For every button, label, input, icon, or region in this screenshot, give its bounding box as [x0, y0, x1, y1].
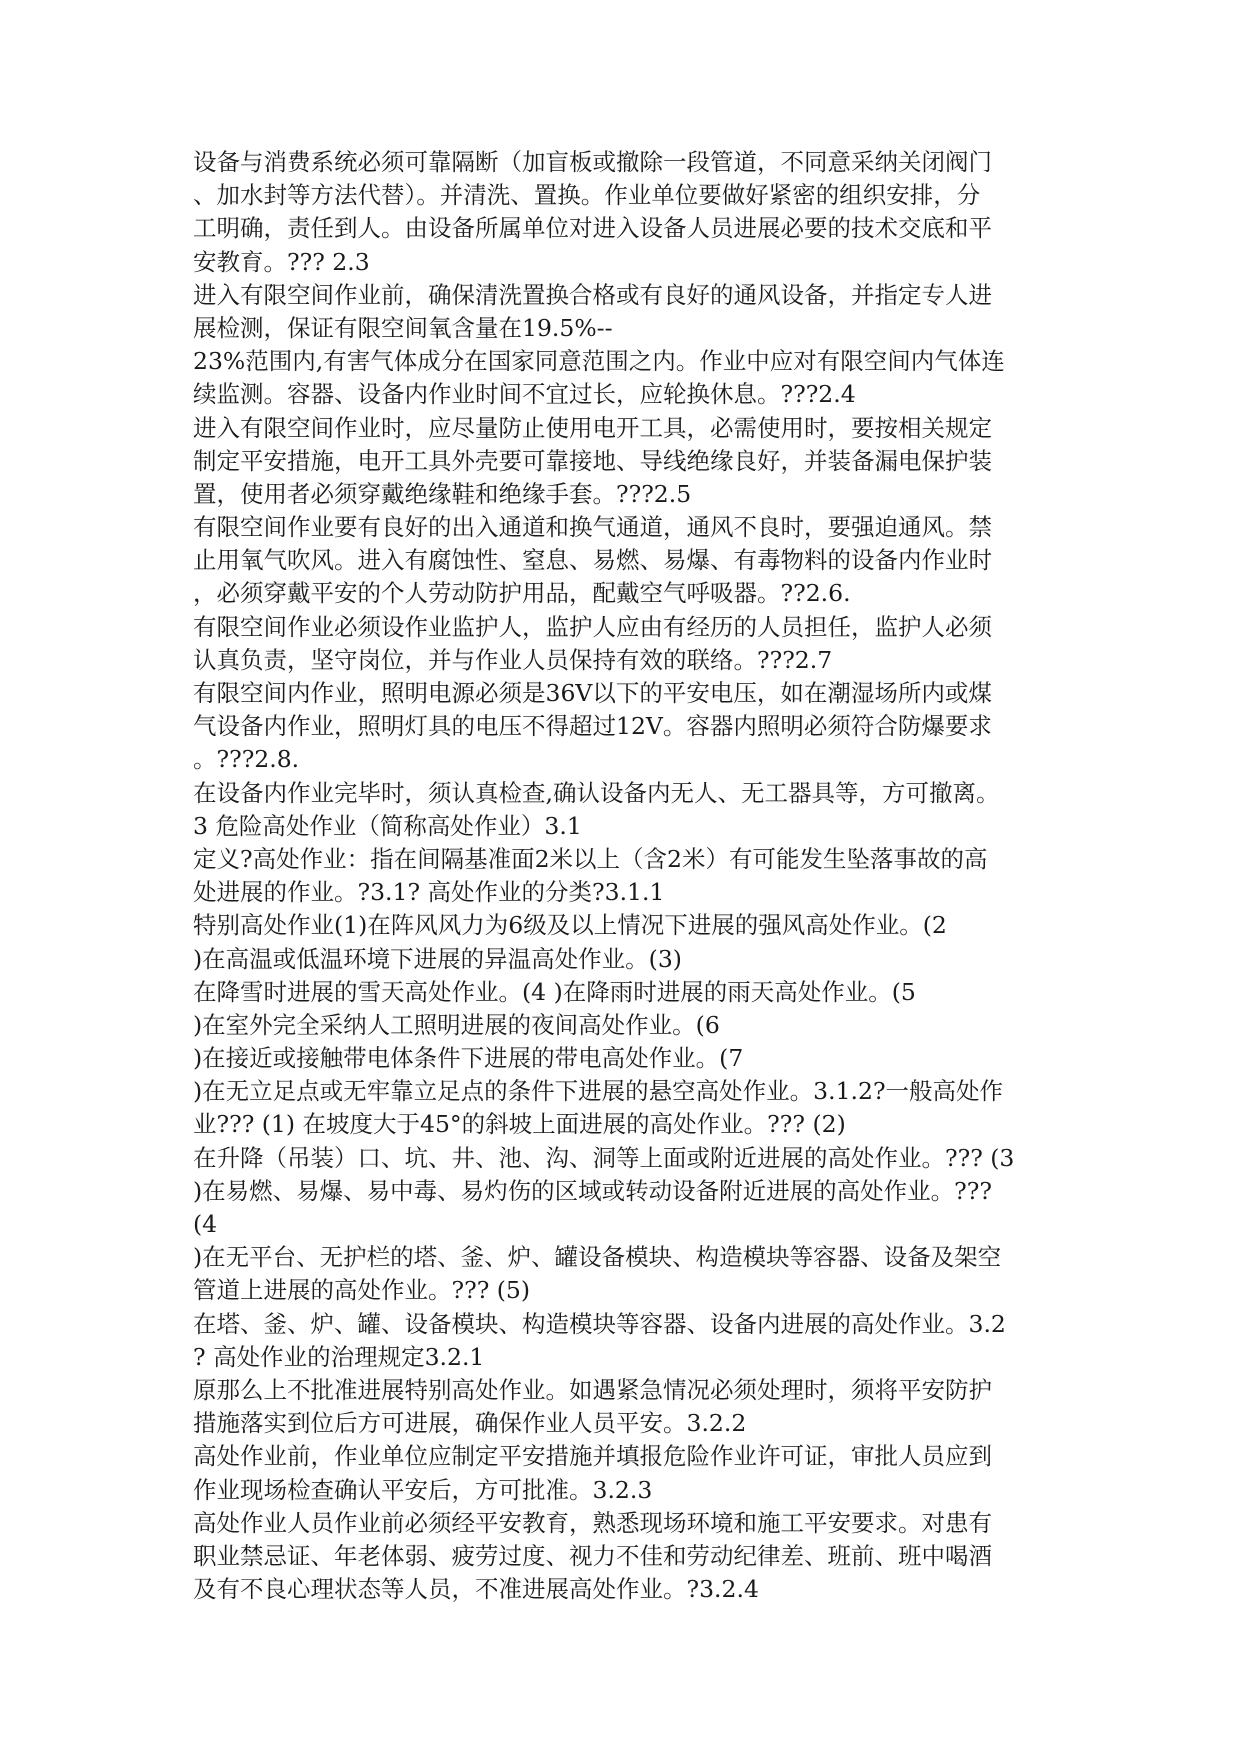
text-line: ? 高处作业的治理规定3.2.1: [193, 1342, 485, 1371]
text-line: 定义?高处作业：指在间隔基准面2米以上（含2米）有可能发生坠落事故的高: [193, 844, 988, 873]
body-text: [193, 146, 1053, 1606]
text-line: 设备与消费系统必须可靠隔断（加盲板或撤除一段管道，不同意采纳关闭阀门: [193, 148, 992, 176]
text-line: 有限空间作业必须设作业监护人，监护人应由有经历的人员担任，监护人必须: [193, 612, 992, 641]
text-line: 工明确，责任到人。由设备所属单位对进入设备人员进展必要的技术交底和平: [193, 214, 992, 243]
text-line: )在易燃、易爆、易中毒、易灼伤的区域或转动设备附近进展的高处作业。???: [193, 1176, 992, 1205]
text-line: 处进展的作业。?3.1? 高处作业的分类?3.1.1: [193, 878, 665, 907]
text-line: 止用氧气吹风。进入有腐蚀性、窒息、易燃、易爆、有毒物料的设备内作业时: [193, 546, 992, 575]
text-line: 进入有限空间作业时，应尽量防止使用电开工具，必需使用时，要按相关规定: [193, 413, 992, 442]
text-line: )在接近或接触带电体条件下进展的带电高处作业。(7: [193, 1044, 744, 1073]
text-line: )在无平台、无护栏的塔、釜、炉、罐设备模块、构造模块等容器、设备及架空: [193, 1243, 1002, 1272]
text-line: 气设备内作业，照明灯具的电压不得超过12V。容器内照明必须符合防爆要求: [193, 712, 992, 741]
text-line: )在室外完全采纳人工照明进展的夜间高处作业。(6: [193, 1010, 720, 1039]
text-line: 业??? (1) 在坡度大于45°的斜坡上面进展的高处作业。??? (2): [193, 1110, 846, 1139]
text-line: 原那么上不批准进展特别高处作业。如遇紧急情况必须处理时，须将平安防护: [193, 1375, 992, 1404]
text-line: ，必须穿戴平安的个人劳动防护用品，配戴空气呼吸器。??2.6.: [193, 579, 851, 608]
text-line: 高处作业前，作业单位应制定平安措施并填报危险作业许可证，审批人员应到: [193, 1442, 992, 1471]
text-line: 管道上进展的高处作业。??? (5): [193, 1276, 531, 1305]
text-line: 23%范围内,有害气体成分在国家同意范围之内。作业中应对有限空间内气体连: [193, 347, 1005, 376]
text-line: (4: [193, 1210, 218, 1238]
text-line: 。???2.8.: [193, 745, 300, 774]
text-line: 认真负责，坚守岗位，并与作业人员保持有效的联络。???2.7: [193, 645, 833, 674]
text-line: 特别高处作业(1)在阵风风力为6级及以上情况下进展的强风高处作业。(2: [193, 911, 947, 940]
text-line: 展检测，保证有限空间氧含量在19.5%--: [193, 313, 613, 342]
text-line: 、加水封等方法代替）。并清洗、置换。作业单位要做好紧密的组织安排，分: [193, 181, 981, 210]
text-line: 措施落实到位后方可进展，确保作业人员平安。3.2.2: [193, 1409, 747, 1438]
text-line: 有限空间作业要有良好的出入通道和换气通道，通风不良时，要强迫通风。禁: [193, 513, 992, 542]
text-line: )在高温或低温环境下进展的异温高处作业。(3): [193, 944, 682, 973]
text-line: 制定平安措施，电开工具外壳要可靠接地、导线绝缘良好，并装备漏电保护装: [193, 446, 992, 475]
text-line: 有限空间内作业，照明电源必须是36V以下的平安电压，如在潮湿场所内或煤: [193, 679, 992, 707]
text-line: 安教育。??? 2.3: [193, 247, 370, 276]
text-line: 在设备内作业完毕时，须认真检查,确认设备内无人、无工器具等，方可撤离。: [193, 778, 1000, 807]
text-line: 高处作业人员作业前必须经平安教育，熟悉现场环境和施工平安要求。对患有: [193, 1508, 992, 1537]
text-line: 在塔、釜、炉、罐、设备模块、构造模块等容器、设备内进展的高处作业。3.2: [193, 1309, 1006, 1338]
text-line: 职业禁忌证、年老体弱、疲劳过度、视力不佳和劳动纪律差、班前、班中喝酒: [193, 1541, 992, 1570]
text-line: )在无立足点或无牢靠立足点的条件下进展的悬空高处作业。3.1.2?一般高处作: [193, 1077, 1004, 1106]
text-line: 作业现场检查确认平安后，方可批准。3.2.3: [193, 1475, 653, 1504]
text-line: 3 危险高处作业（简称高处作业）3.1: [193, 811, 582, 840]
text-line: 续监测。容器、设备内作业时间不宜过长，应轮换休息。???2.4: [193, 380, 856, 409]
text-line: 进入有限空间作业前，确保清洗置换合格或有良好的通风设备，并指定专人进: [193, 280, 992, 309]
text-line: 在升降（吊装）口、坑、井、池、沟、洞等上面或附近进展的高处作业。??? (3: [193, 1143, 1015, 1172]
text-line: 在降雪时进展的雪天高处作业。(4 )在降雨时进展的雨天高处作业。(5: [193, 977, 916, 1006]
text-line: 置，使用者必须穿戴绝缘鞋和绝缘手套。???2.5: [193, 479, 692, 508]
text-line: 及有不良心理状态等人员，不准进展高处作业。?3.2.4: [193, 1575, 759, 1604]
